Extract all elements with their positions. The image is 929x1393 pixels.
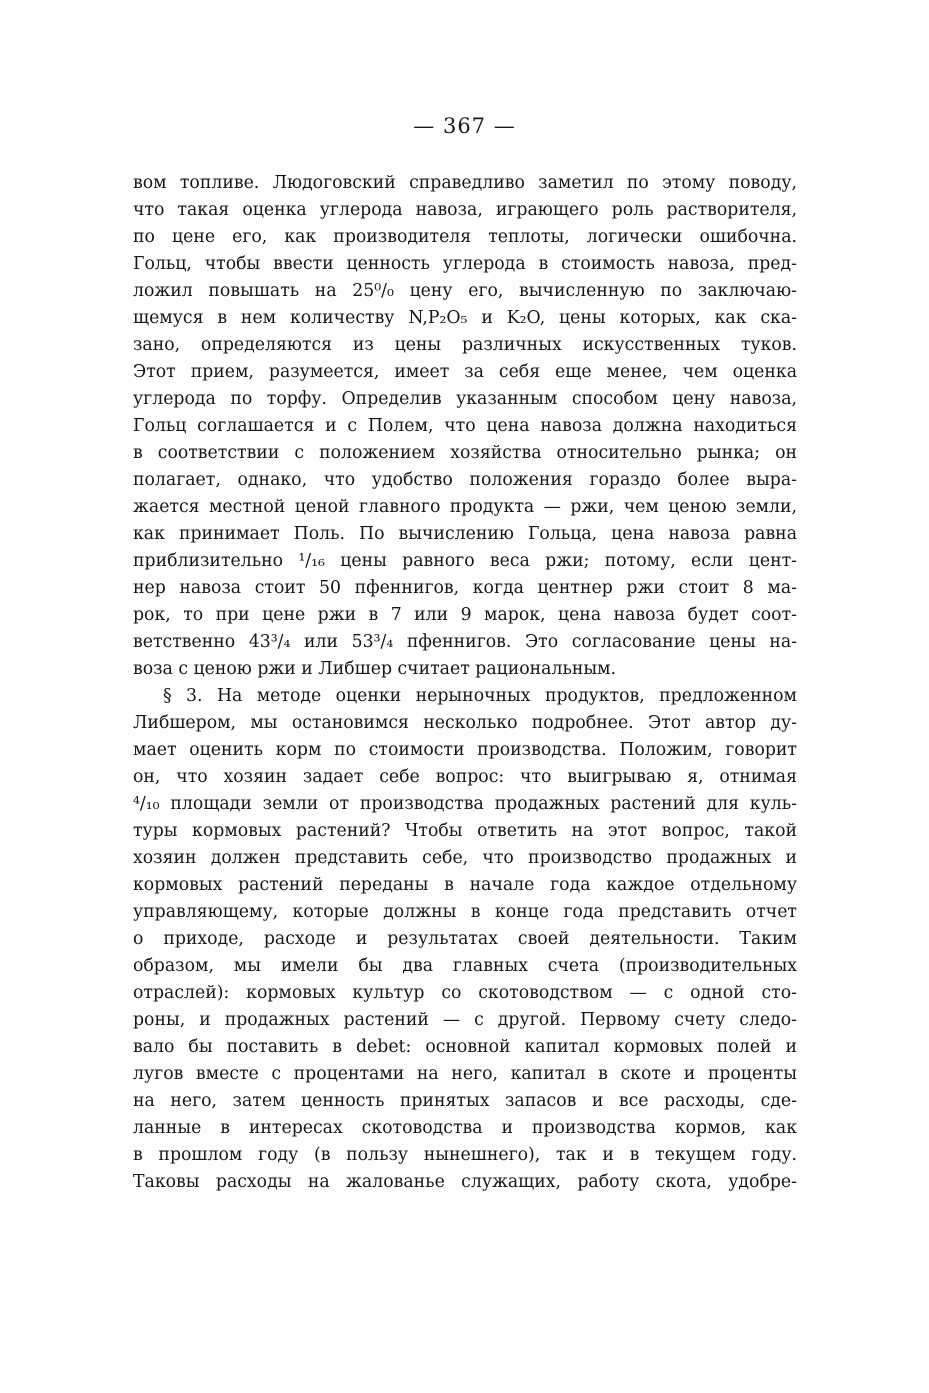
- text-line: туры кормовых растений? Чтобы ответить на этот вопрос, такой: [133, 821, 797, 841]
- text-line: отраслей): кормовых культур со скотоводством — с одной сто-: [133, 983, 797, 1003]
- text-line: зано, определяются из цены различных искусственных туков.: [133, 335, 797, 355]
- text-line: в прошлом году (в пользу нынешнего), так и в текущем году.: [133, 1145, 797, 1165]
- text-line: кормовых растений переданы в начале года каждое отдельному: [133, 875, 797, 895]
- text-line: полагает, однако, что удобство положения гораздо более выра-: [133, 470, 797, 490]
- text-line: о приходе, расходе и результатах своей деятельности. Таким: [133, 929, 797, 949]
- text-line: вало бы поставить в debet: основной капитал кормовых полей и: [133, 1037, 797, 1057]
- text-line: роны, и продажных растений — с другой. Первому счету следо-: [133, 1010, 797, 1030]
- text-line: хозяин должен представить себе, что производство продажных и: [133, 848, 797, 868]
- text-line: Гольц, чтобы ввести ценность углерода в стоимость навоза, пред-: [133, 254, 797, 274]
- text-line: управляющему, которые должны в конце года представить отчет: [133, 902, 797, 922]
- text-line: ложил повышать на 25⁰/₀ цену его, вычисленную по заключаю-: [133, 281, 797, 301]
- text-line: Либшером, мы остановимся несколько подробнее. Этот автор ду-: [133, 713, 797, 733]
- text-line: нер навоза стоит 50 пфеннигов, когда центнер ржи стоит 8 ма-: [133, 578, 797, 598]
- text-line: жается местной ценой главного продукта — ржи, чем ценою земли,: [133, 497, 797, 517]
- body-text: [133, 170, 797, 1196]
- text-line: Таковы расходы на жалованье служащих, работу скота, удобре-: [133, 1172, 797, 1192]
- text-line: ветственно 43³/₄ или 53³/₄ пфеннигов. Это согласование цены на-: [133, 632, 797, 652]
- text-line: лугов вместе с процентами на него, капитал в скоте и проценты: [133, 1064, 797, 1084]
- text-line: мает оценить корм по стоимости производства. Положим, говорит: [133, 740, 797, 760]
- text-line: на него, затем ценность принятых запасов и все расходы, сде-: [133, 1091, 797, 1111]
- section-heading-line: § 3. На методе оценки нерыночных продуктов, предложенном: [163, 686, 797, 706]
- text-line: приблизительно ¹/₁₆ цены равного веса ржи; потому, если цент-: [133, 551, 797, 571]
- page-number: — 367 —: [413, 114, 516, 138]
- text-line: он, что хозяин задает себе вопрос: что выигрываю я, отнимая: [133, 767, 797, 787]
- text-line: образом, мы имели бы два главных счета (производительных: [133, 956, 797, 976]
- text-line: щемуся в нем количеству N,P₂O₅ и K₂O, цены которых, как ска-: [133, 308, 797, 328]
- text-line: в соответствии с положением хозяйства относительно рынка; он: [133, 443, 797, 463]
- text-line: рок, то при цене ржи в 7 или 9 марок, цена навоза будет соот-: [133, 605, 797, 625]
- text-line: как принимает Поль. По вычислению Гольца, цена навоза равна: [133, 524, 797, 544]
- text-line: что такая оценка углерода навоза, играющего роль растворителя,: [133, 200, 797, 220]
- text-line: по цене его, как производителя теплоты, логически ошибочна.: [133, 227, 797, 247]
- text-line: вом топливе. Людоговский справедливо заметил по этому поводу,: [133, 173, 797, 193]
- text-line: Этот прием, разумеется, имеет за себя еще менее, чем оценка: [133, 362, 797, 382]
- text-line: углерода по торфу. Определив указанным способом цену навоза,: [133, 389, 797, 409]
- paragraph-end-line: воза с ценою ржи и Либшер считает рациональным.: [133, 659, 617, 679]
- text-line: Гольц соглашается и с Полем, что цена навоза должна находиться: [133, 416, 797, 436]
- text-line: ланные в интересах скотоводства и производства кормов, как: [133, 1118, 797, 1138]
- text-line: ⁴/₁₀ площади земли от производства продажных растений для куль-: [133, 794, 797, 814]
